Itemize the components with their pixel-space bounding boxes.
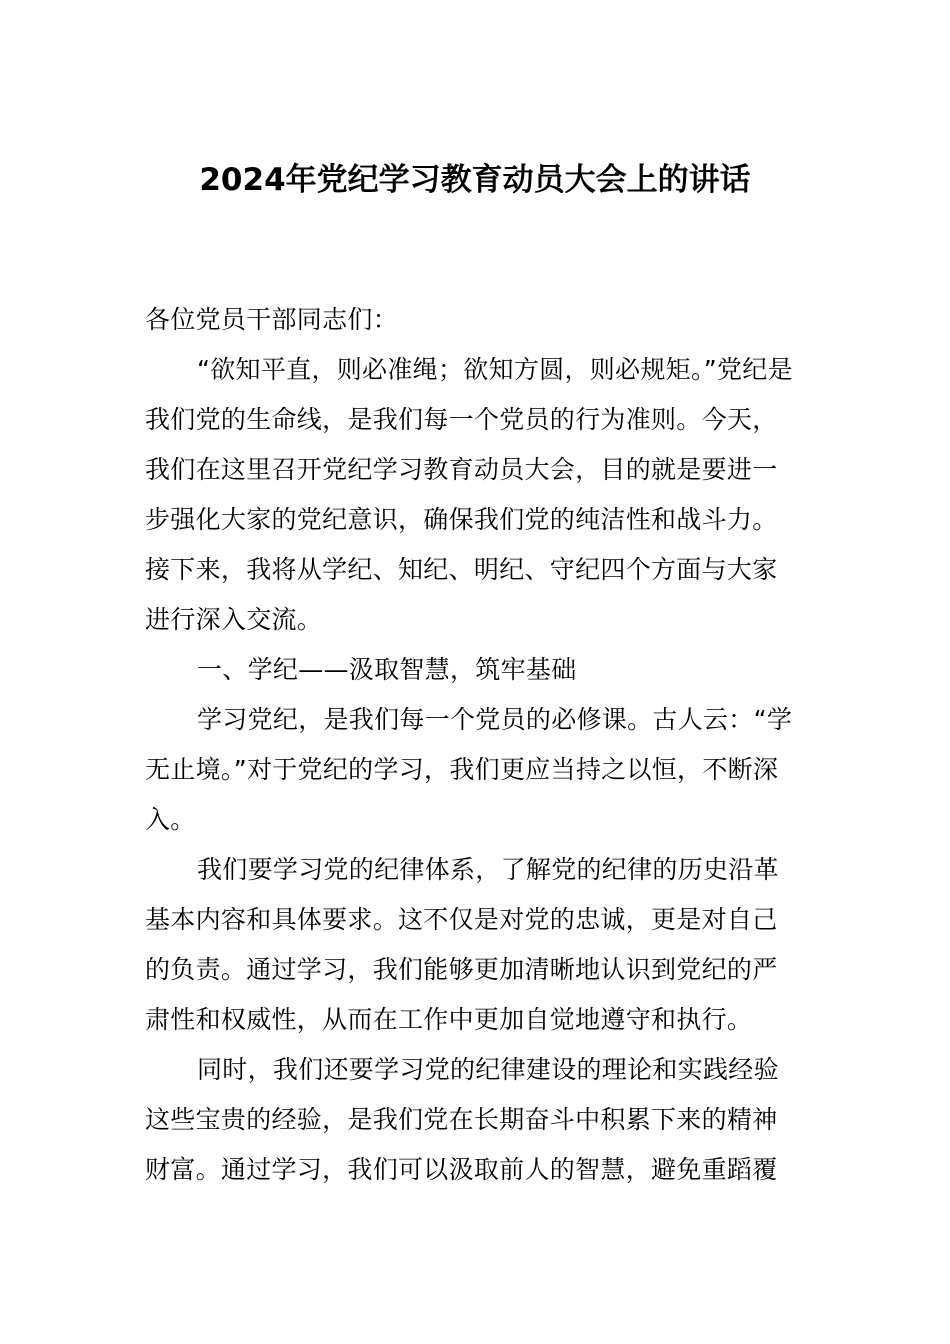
paragraph-line: 学习党纪，是我们每一个党员的必修课。古人云：“学 bbox=[197, 705, 793, 734]
paragraph-line: 基本内容和具体要求。这不仅是对党的忠诚，更是对自己 bbox=[145, 905, 778, 934]
paragraph-line: 我们要学习党的纪律体系，了解党的纪律的历史沿革 bbox=[197, 855, 779, 884]
paragraph-line: 我们在这里召开党纪学习教育动员大会，目的就是要进一 bbox=[145, 455, 778, 484]
paragraph-line: 进行深入交流。 bbox=[145, 605, 323, 634]
paragraph-line: 同时，我们还要学习党的纪律建设的理论和实践经验 bbox=[197, 1055, 779, 1084]
paragraph-line: 我们党的生命线，是我们每一个党员的行为准则。今天， bbox=[145, 405, 778, 434]
document-title: 2024年党纪学习教育动员大会上的讲话 bbox=[199, 162, 751, 198]
salutation-line: 各位党员干部同志们： bbox=[145, 305, 399, 334]
paragraph-line: 肃性和权威性，从而在工作中更加自觉地遵守和执行。 bbox=[145, 1005, 753, 1034]
document-body bbox=[145, 295, 810, 1195]
paragraph-line: 无止境。”对于党纪的学习，我们更应当持之以恒，不断深 bbox=[145, 755, 779, 784]
section-heading: 一、学纪——汲取智慧，筑牢基础 bbox=[197, 655, 577, 684]
paragraph-line: “欲知平直，则必准绳；欲知方圆，则必规矩。”党纪是 bbox=[197, 355, 793, 384]
paragraph-line: 的负责。通过学习，我们能够更加清晰地认识到党纪的严 bbox=[145, 955, 778, 984]
paragraph-line: 这些宝贵的经验，是我们党在长期奋斗中积累下来的精神 bbox=[145, 1105, 778, 1134]
paragraph-line: 接下来，我将从学纪、知纪、明纪、守纪四个方面与大家 bbox=[145, 555, 778, 584]
paragraph-line: 步强化大家的党纪意识，确保我们党的纯洁性和战斗力。 bbox=[145, 505, 778, 534]
paragraph-line: 入。 bbox=[145, 805, 196, 834]
paragraph-line: 财富。通过学习，我们可以汲取前人的智慧，避免重蹈覆 bbox=[145, 1155, 778, 1184]
